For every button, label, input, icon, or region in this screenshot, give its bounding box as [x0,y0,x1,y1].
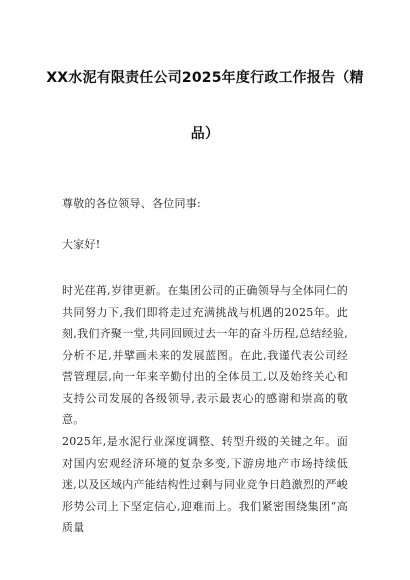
document-title-line-1: XX水泥有限责任公司2025年度行政工作报告（精 [46,70,364,86]
document-title-line-2: 品） [190,126,220,142]
intro-paragraph: 时光荏苒,岁律更新。在集团公司的正确领导与全体同仁的共同努力下,我们即将走过充满挑战与机遇的2025年。此刻,我们齐聚一堂,共同回顾过去一年的奋斗历程,总结经验,分析不足,并擘画未来的发展蓝图。在此,我谨代表公司经营管理层,向一年来辛勤付出的全体员工,以及始终关心和支持公司发展的各级领导,表示最衷心的感谢和崇高的敬意。 [62,284,348,426]
main-paragraph: 2025年,是水泥行业深度调整、转型升级的关键之年。面对国内宏观经济环境的复杂多变,下游房地产市场持续低迷,以及区域内产能结构性过剩与同业竞争日趋激烈的严峻形势公司上下坚定信心,迎难而上。我们紧密围绕集团“高质量 [62,435,348,534]
salutation: 尊敬的各位领导、各位同事: [62,197,201,210]
greeting-hello: 大家好! [62,238,101,251]
